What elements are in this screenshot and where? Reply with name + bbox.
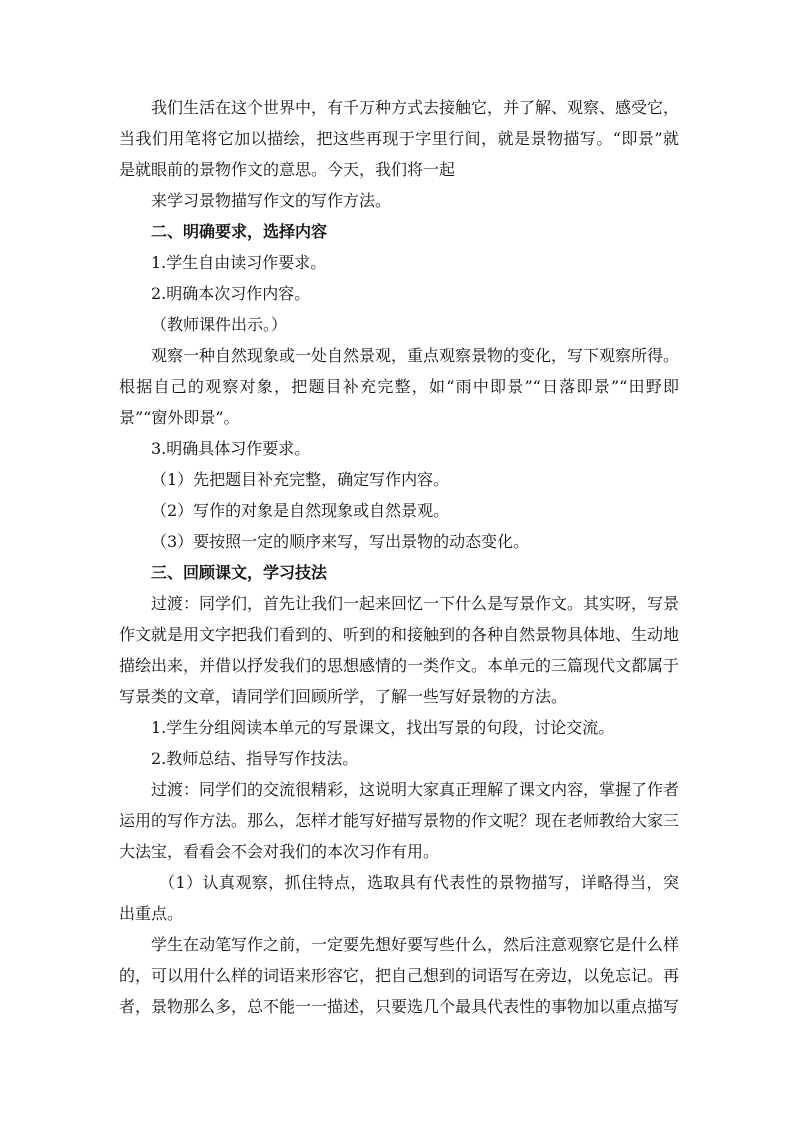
step-item: 1.学生分组阅读本单元的写景课文，找出写景的句段，讨论交流。 xyxy=(151,718,615,737)
requirement-item: （2）写作的对象是自然现象或自然景观。 xyxy=(151,501,450,520)
requirement-item: （1）先把题目补充完整，确定写作内容。 xyxy=(151,470,450,489)
document-body xyxy=(119,92,679,1022)
intro-continuation: 来学习景物描写作文的写作方法。 xyxy=(151,191,392,210)
assignment-paragraph: 观察一种自然现象或一处自然景观，重点观察景物的变化，写下观察所得。根据自己的观察对象，把题目补充完整，如“雨中即景”“日落即景”“田野即景”“窗外即景”。 xyxy=(119,346,680,427)
step-item: 3.明确具体习作要求。 xyxy=(151,439,311,458)
requirement-item: （3）要按照一定的顺序来写，写出景物的动态变化。 xyxy=(151,532,530,551)
intro-paragraph: 我们生活在这个世界中，有千万种方式去接触它，并了解、观察、感受它，当我们用笔将它加以描绘，把这些再现于字里行间，就是景物描写。“即景”就是就眼前的景物作文的意思。今天，我们将一起 xyxy=(119,98,680,179)
transition-paragraph: 过渡：同学们，首先让我们一起来回忆一下什么是写景作文。其实呀，写景作文就是用文字把我们看到的、听到的和接触到的各种自然景物具体地、生动地描绘出来，并借以抒发我们的思想感情的一类作文。本单元的三篇现代文都属于写景类的文章，请同学们回顾所学，了解一些写好景物的方法。 xyxy=(119,594,680,706)
method-item: （1）认真观察，抓住特点，选取具有代表性的景物描写，详略得当，突出重点。 xyxy=(119,873,679,923)
transition-paragraph: 过渡：同学们的交流很精彩，这说明大家真正理解了课文内容，掌握了作者运用的写作方法。那么，怎样才能写好描写景物的作文呢？现在老师教给大家三大法宝，看看会不会对我们的本次习作有用。 xyxy=(119,780,680,861)
section-heading-2: 二、明确要求，选择内容 xyxy=(151,222,328,241)
step-item: 2.明确本次习作内容。 xyxy=(151,284,311,303)
step-item: 1.学生自由读习作要求。 xyxy=(151,253,327,272)
step-item: 2.教师总结、指导写作技法。 xyxy=(151,749,359,768)
section-heading-3: 三、回顾课文，学习技法 xyxy=(151,563,328,582)
note-text: （教师课件出示。） xyxy=(151,315,288,334)
body-paragraph: 学生在动笔写作之前，一定要先想好要写些什么，然后注意观察它是什么样的，可以用什么样的词语来形容它，把自己想到的词语写在旁边，以免忘记。再者，景物那么多，总不能一一描述，只要选几个最具代表性的事物加以重点描写 xyxy=(119,935,680,1016)
